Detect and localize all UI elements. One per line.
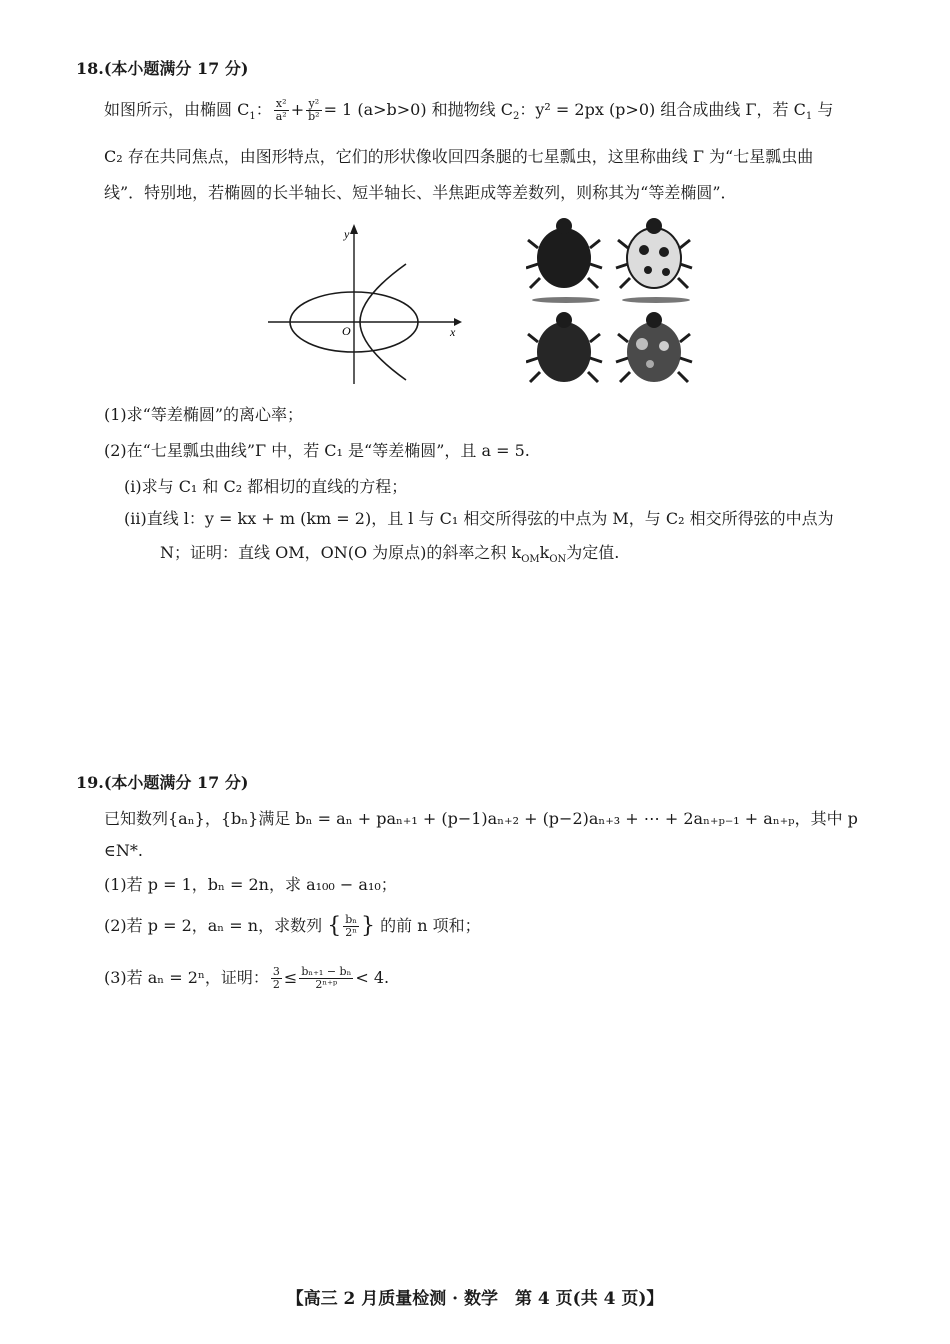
q19-part2-pre: (2)若 p = 2，aₙ = n，求数列 [104,916,323,935]
q18-part1: (1)求“等差椭圆”的离心率； [104,405,304,424]
q18-intro-mid: = 1 (a>b>0) 和抛物线 C [323,100,513,119]
q18-part2-i: (ⅰ)求与 C₁ 和 C₂ 都相切的直线的方程； [124,477,408,496]
ladybug-2 [616,218,692,303]
origin-label: O [342,324,351,338]
y-axis-arrow [350,224,358,234]
q19-header: 19.(本小题满分 17 分) [76,773,249,792]
ladybug-3 [526,312,602,382]
q18-part2-ii: (ⅱ)直线 l：y = kx + m (km = 2)，且 l 与 C₁ 相交所得弦的中点为 M，与 C₂ 相交所得弦的中点为 [124,509,834,528]
q18-intro-tail: ：y² = 2px (p>0) 组合成曲线 Γ，若 C [519,100,806,119]
ellipse-parabola-figure [268,222,464,384]
q18-part2-ii-line2: N；证明：直线 OM，ON(O 为原点)的斜率之积 $k_{OM}k_{ON}$为定值. [160,543,620,566]
q19-line1: 已知数列{aₙ}，{bₙ}满足 bₙ = aₙ + paₙ₊₁ + (p−1)aₙ₊₂ + (p−2)aₙ₊₃ + ⋯ + 2aₙ₊ₚ₋₁ + aₙ₊ₚ，其中 p [104,809,858,828]
q18-part2-ii-tail: 为定值. [566,543,620,562]
q19-part3: (3)若 aₙ = 2ⁿ，证明： $\frac{3}{2}$ ≤ $\frac{\text{bₙ₊₁ − bₙ}}{\text{2ⁿ⁺ᵖ}}$ < 4. [104,965,390,991]
bn-over-2n-fraction: $\frac{\text{bₙ}}{\text{2ⁿ}}$ [345,913,358,939]
difference-fraction: $\frac{\text{bₙ₊₁ − bₙ}}{\text{2ⁿ⁺ᵖ}}$ [301,965,352,991]
q18-intro-pre: 如图所示，由椭圆 C [104,100,250,119]
y-axis-label: y [344,227,350,241]
q19-part3-post: < 4. [355,968,390,987]
q19-part2: (2)若 p = 2，aₙ = n，求数列 { $\frac{\text{bₙ}}{\text{2ⁿ}}$ } 的前 n 项和； [104,913,481,939]
ladybug-4 [616,312,692,382]
q18-header: 18.(本小题满分 17 分) [76,59,249,78]
x-axis-label: x [450,325,456,339]
ellipse-y-fraction: $\frac{\text{y²}}{\text{b²}}$ [308,97,320,123]
q18-intro-line1: 如图所示，由椭圆 $C_1$： $\frac{\text{x²}}{\text{a²}}$ + $\frac{\text{y²}}{\text{b²}}$ = 1 (a>b>0) 和抛物线 $C_2$：y² = 2px (p>0) 组合成曲线 Γ，若 $C_1$ 与 [104,97,834,123]
q19-line2: ∈N*. [104,841,143,860]
ladybug-images [526,212,698,394]
q18-intro-line2: C₂ 存在共同焦点，由图形特点，它们的形状像收回四条腿的七星瓢虫，这里称曲线 Γ 为“七星瓢虫曲 [104,147,814,166]
page-footer: 【高三 2 月质量检测 · 数学 第 4 页(共 4 页)】 [286,1289,664,1309]
three-halves-fraction: $\frac{3}{2}$ [272,965,280,991]
q19-part2-post: 的前 n 项和； [380,916,481,935]
q19-part3-pre: (3)若 aₙ = 2ⁿ，证明： [104,968,269,987]
q18-part2-ii-text: N；证明：直线 OM，ON(O 为原点)的斜率之积 k [160,543,522,562]
q18-intro-tail2: 与 [812,100,834,119]
ellipse-x-fraction: $\frac{\text{x²}}{\text{a²}}$ [275,97,287,123]
q19-part1: (1)若 p = 1，bₙ = 2n，求 a₁₀₀ − a₁₀； [104,875,397,894]
ladybug-1 [526,218,602,303]
q18-part2: (2)在“七星瓢虫曲线”Γ 中，若 C₁ 是“等差椭圆”，且 a = 5. [104,441,530,460]
q18-intro-line3: 线”．特别地，若椭圆的长半轴长、短半轴长、半焦距成等差数列，则称其为“等差椭圆”． [104,183,737,202]
